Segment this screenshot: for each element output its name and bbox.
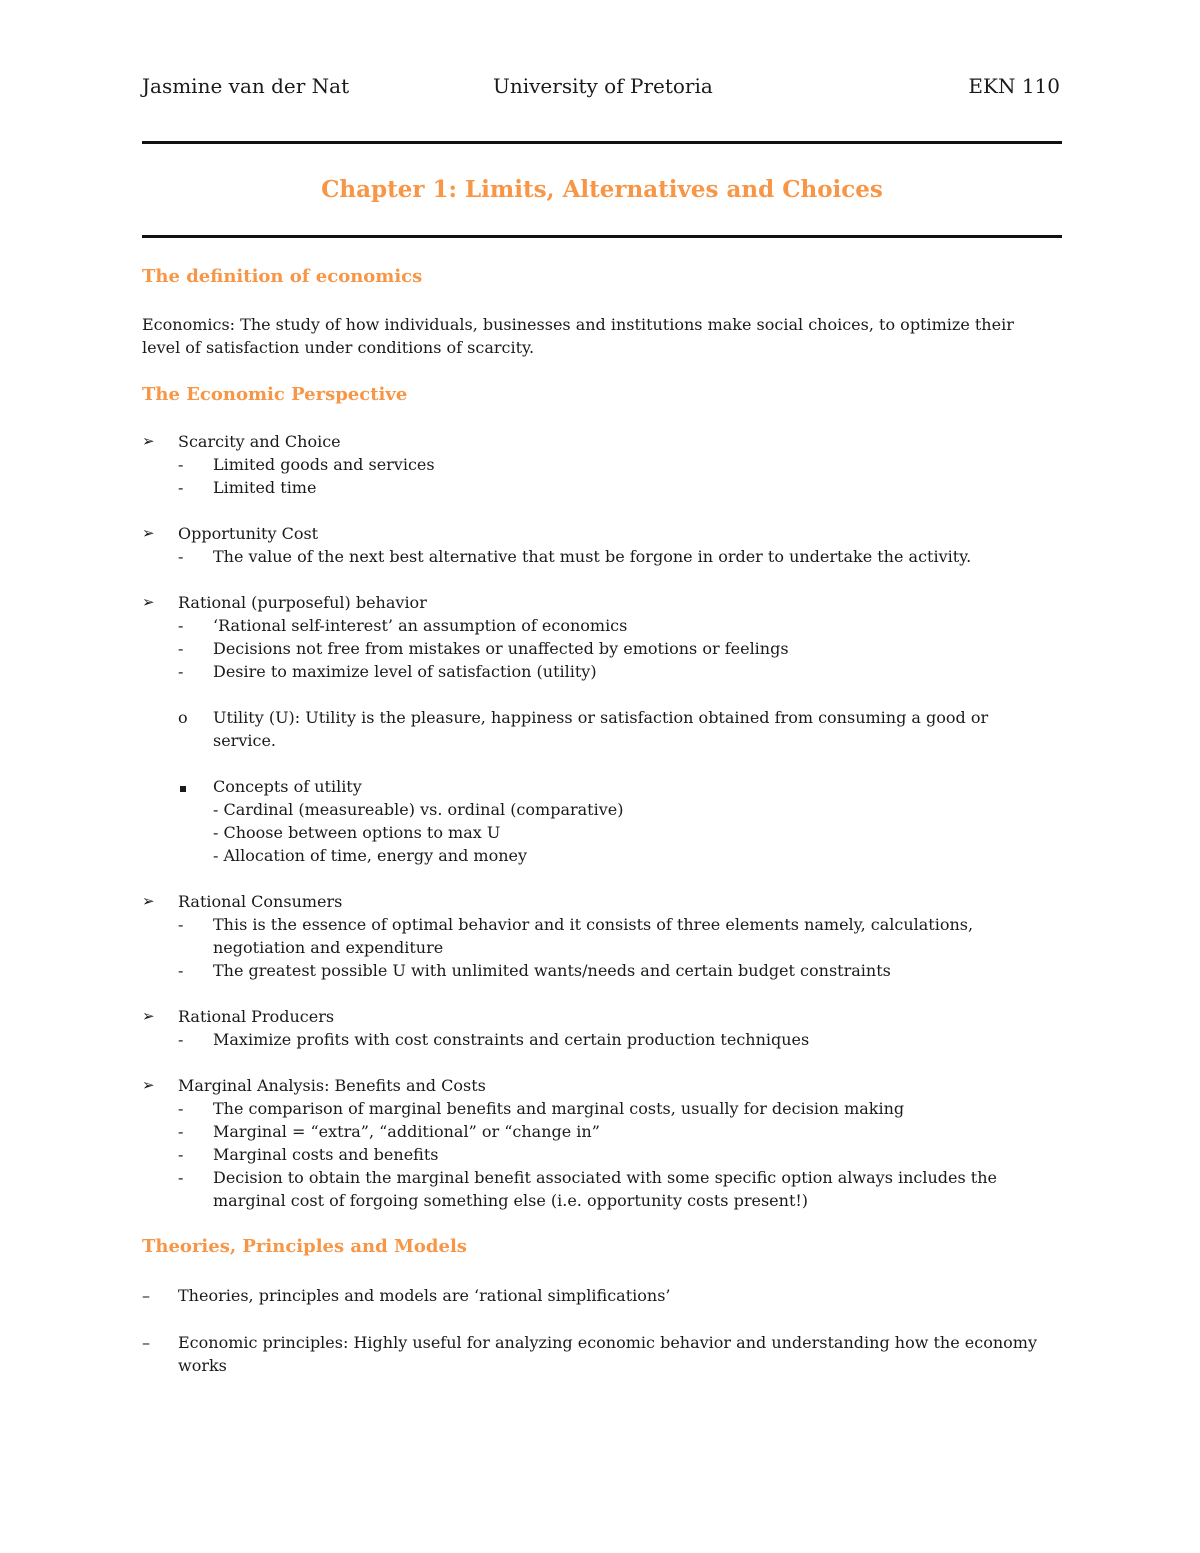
producers-item-1: Maximize profits with cost constraints and certain production techniques [213,1030,810,1049]
consumers-item-2: The greatest possible U with unlimited wants/needs and certain budget constraints [213,961,891,980]
list-item: Marginal costs and benefits [213,1145,439,1164]
dash-bullet: - [178,662,184,681]
dash-bullet: - [178,961,184,980]
header-university: University of Pretoria [493,74,713,98]
heading-theories: Theories, Principles and Models [142,1236,467,1257]
heading-economic-perspective: The Economic Perspective [142,384,408,405]
dash-bullet: - [178,1122,184,1141]
arrow-bullet-icon: ➢ [142,1007,155,1025]
concepts-of-utility: Concepts of utility [213,777,362,796]
heading-definition: The definition of economics [142,266,423,287]
topic-rational-producers: Rational Producers [178,1007,335,1026]
arrow-bullet-icon: ➢ [142,1076,155,1094]
topic-marginal-analysis: Marginal Analysis: Benefits and Costs [178,1076,486,1095]
theories-item-1: Theories, principles and models are ‘rational simplifications’ [178,1286,671,1305]
list-item: Marginal = “extra”, “additional” or “change in” [213,1122,600,1141]
square-bullet-icon [180,775,186,798]
dash-bullet: - [178,639,184,658]
list-item: - Cardinal (measureable) vs. ordinal (comparative) [213,800,624,819]
topic-rational-consumers: Rational Consumers [178,892,343,911]
page-header [142,74,1062,102]
list-item: The value of the next best alternative that must be forgone in order to undertake the activity. [213,547,972,566]
theories-item-2-line-1: Economic principles: Highly useful for analyzing economic behavior and understanding how the economy [178,1333,1037,1352]
dash-bullet: - [178,1030,184,1049]
dash-bullet: - [178,1145,184,1164]
list-item: Limited time [213,478,317,497]
theories-item-2-line-2: works [178,1356,227,1375]
list-item: Limited goods and services [213,455,435,474]
header-rule [142,141,1062,144]
long-dash-bullet: – [142,1286,150,1305]
dash-bullet: - [178,1099,184,1118]
long-dash-bullet: – [142,1333,150,1352]
definition-line-2: level of satisfaction under conditions of scarcity. [142,338,535,357]
dash-bullet: - [178,547,184,566]
circle-bullet: o [178,708,188,727]
topic-rational-behavior: Rational (purposeful) behavior [178,593,427,612]
arrow-bullet-icon: ➢ [142,593,155,611]
utility-line-2: service. [213,731,276,750]
title-rule [142,235,1062,238]
arrow-bullet-icon: ➢ [142,432,155,450]
utility-line-1: Utility (U): Utility is the pleasure, happiness or satisfaction obtained from consuming a good or [213,708,989,727]
chapter-title: Chapter 1: Limits, Alternatives and Choices [321,176,883,203]
list-item: The comparison of marginal benefits and marginal costs, usually for decision making [213,1099,905,1118]
marginal-item-4-line-2: marginal cost of forgoing something else (i.e. opportunity costs present!) [213,1191,809,1210]
dash-bullet: - [178,1168,184,1187]
consumers-item-1-line-1: This is the essence of optimal behavior and it consists of three elements namely, calculations, [213,915,974,934]
consumers-item-1-line-2: negotiation and expenditure [213,938,444,957]
list-item: Desire to maximize level of satisfaction (utility) [213,662,597,681]
marginal-item-4-line-1: Decision to obtain the marginal benefit associated with some specific option always includes the [213,1168,997,1187]
list-item: - Allocation of time, energy and money [213,846,528,865]
dash-bullet: - [178,915,184,934]
list-item: - Choose between options to max U [213,823,501,842]
list-item: Decisions not free from mistakes or unaffected by emotions or feelings [213,639,789,658]
topic-opportunity-cost: Opportunity Cost [178,524,319,543]
header-course: EKN 110 [968,74,1060,98]
header-author: Jasmine van der Nat [142,74,350,98]
definition-line-1: Economics: The study of how individuals, businesses and institutions make social choices, to optimize their [142,315,1014,334]
dash-bullet: - [178,455,184,474]
dash-bullet: - [178,478,184,497]
topic-scarcity: Scarcity and Choice [178,432,341,451]
arrow-bullet-icon: ➢ [142,524,155,542]
list-item: ‘Rational self-interest’ an assumption of economics [213,616,628,635]
arrow-bullet-icon: ➢ [142,892,155,910]
dash-bullet: - [178,616,184,635]
